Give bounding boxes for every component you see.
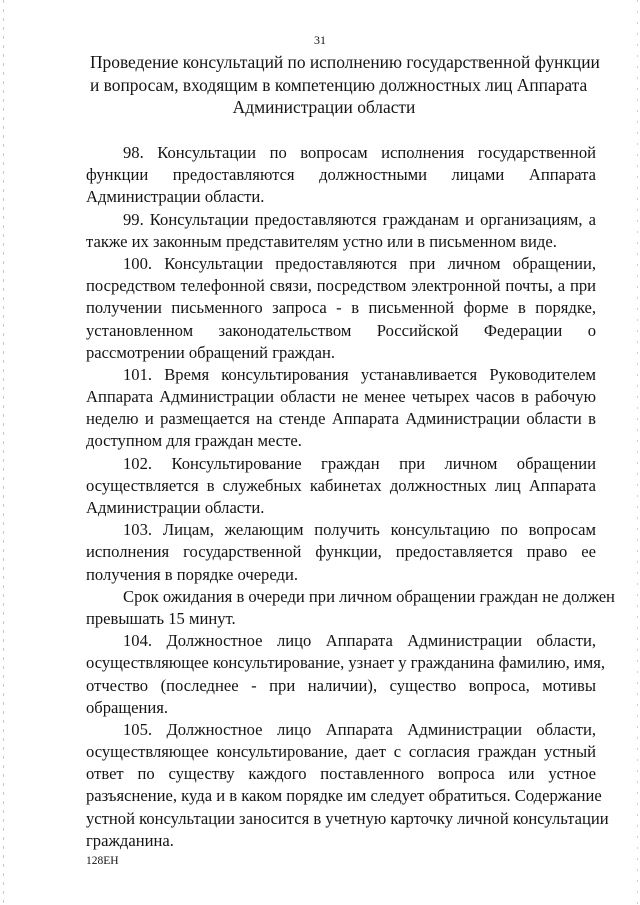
text-line: Аппарата Администрации области не менее четырех часов в рабочую: [86, 387, 596, 407]
heading-line: и вопросам, входящим в компетенцию должностных лиц Аппарата: [90, 74, 588, 95]
text-line: 98. Консультации по вопросам исполнения государственной: [123, 143, 596, 162]
text-line: отчество (последнее - при наличии), существо вопроса, мотивы: [86, 675, 596, 695]
heading-line: Администрации области: [232, 97, 416, 117]
text-line: 105. Должностное лицо Аппарата Администрации области,: [123, 719, 596, 739]
text-line: 100. Консультации предоставляются при личном обращении,: [123, 253, 596, 273]
text-line: осуществляющее консультирование, узнает у гражданина фамилию, имя,: [86, 653, 606, 673]
document-code: 128ЕН: [86, 855, 119, 867]
scan-edge-right: [637, 0, 638, 905]
text-line: 101. Время консультирования устанавливается Руководителем: [123, 364, 596, 384]
heading-line: Проведение консультаций по исполнению государственной функции: [90, 52, 600, 72]
text-line: также их законным представителям устно или в письменном виде.: [86, 231, 557, 251]
text-line: получения в порядке очереди.: [86, 564, 298, 584]
text-line: Срок ожидания в очереди при личном обращении граждан не должен: [123, 586, 615, 606]
text-line: устной консультации заносится в учетную карточку личной консультации: [86, 808, 609, 828]
text-line: осуществляется в служебных кабинетах должностных лиц Аппарата: [86, 475, 596, 495]
page-number: 31: [314, 33, 326, 47]
text-line: ответ по существу каждого поставленного вопроса или устное: [86, 764, 596, 784]
paragraph-102: [86, 453, 596, 520]
text-line: превышать 15 минут.: [86, 608, 236, 628]
text-line: 99. Консультации предоставляются гражданам и организациям, а: [123, 209, 596, 229]
text-line: Администрации области.: [86, 498, 265, 517]
paragraph-101: [86, 364, 596, 453]
text-line: неделю и размещается на стенде Аппарата Администрации области в: [86, 409, 596, 429]
scan-edge-left: [3, 0, 4, 905]
text-line: 102. Консультирование граждан при личном обращении: [123, 453, 596, 473]
paragraph-99: [86, 209, 596, 253]
text-line: посредством телефонной связи, посредством электронной почты, а при: [86, 276, 596, 296]
text-line: гражданина.: [86, 830, 174, 850]
text-line: осуществляющее консультирование, дает с согласия граждан устный: [86, 742, 596, 762]
text-line: рассмотрении обращений граждан.: [86, 342, 335, 362]
text-line: функции предоставляются должностными лицами Аппарата: [86, 165, 596, 185]
text-line: обращения.: [86, 697, 169, 717]
document-body: [86, 142, 615, 852]
text-line: доступном для граждан месте.: [86, 431, 302, 451]
text-line: установленном законодательством Российской Федерации о: [86, 320, 596, 340]
text-line: 104. Должностное лицо Аппарата Администрации области,: [123, 631, 596, 651]
paragraph-98: [86, 142, 596, 209]
paragraph-100: [86, 253, 596, 364]
text-line: 103. Лицам, желающим получить консультацию по вопросам: [123, 520, 596, 540]
section-heading: [90, 51, 600, 119]
text-line: получении письменного запроса - в письменной форме в порядке,: [86, 298, 596, 318]
text-line: разъяснение, куда и в каком порядке им следует обратиться. Содержание: [86, 786, 602, 806]
text-line: Администрации области.: [86, 187, 265, 207]
paragraph-103: [86, 519, 596, 586]
paragraph-104: [86, 630, 606, 719]
paragraph-waiting-time: [86, 586, 615, 630]
text-line: исполнения государственной функции, предоставляется право ее: [86, 542, 596, 562]
paragraph-105: [86, 719, 609, 852]
